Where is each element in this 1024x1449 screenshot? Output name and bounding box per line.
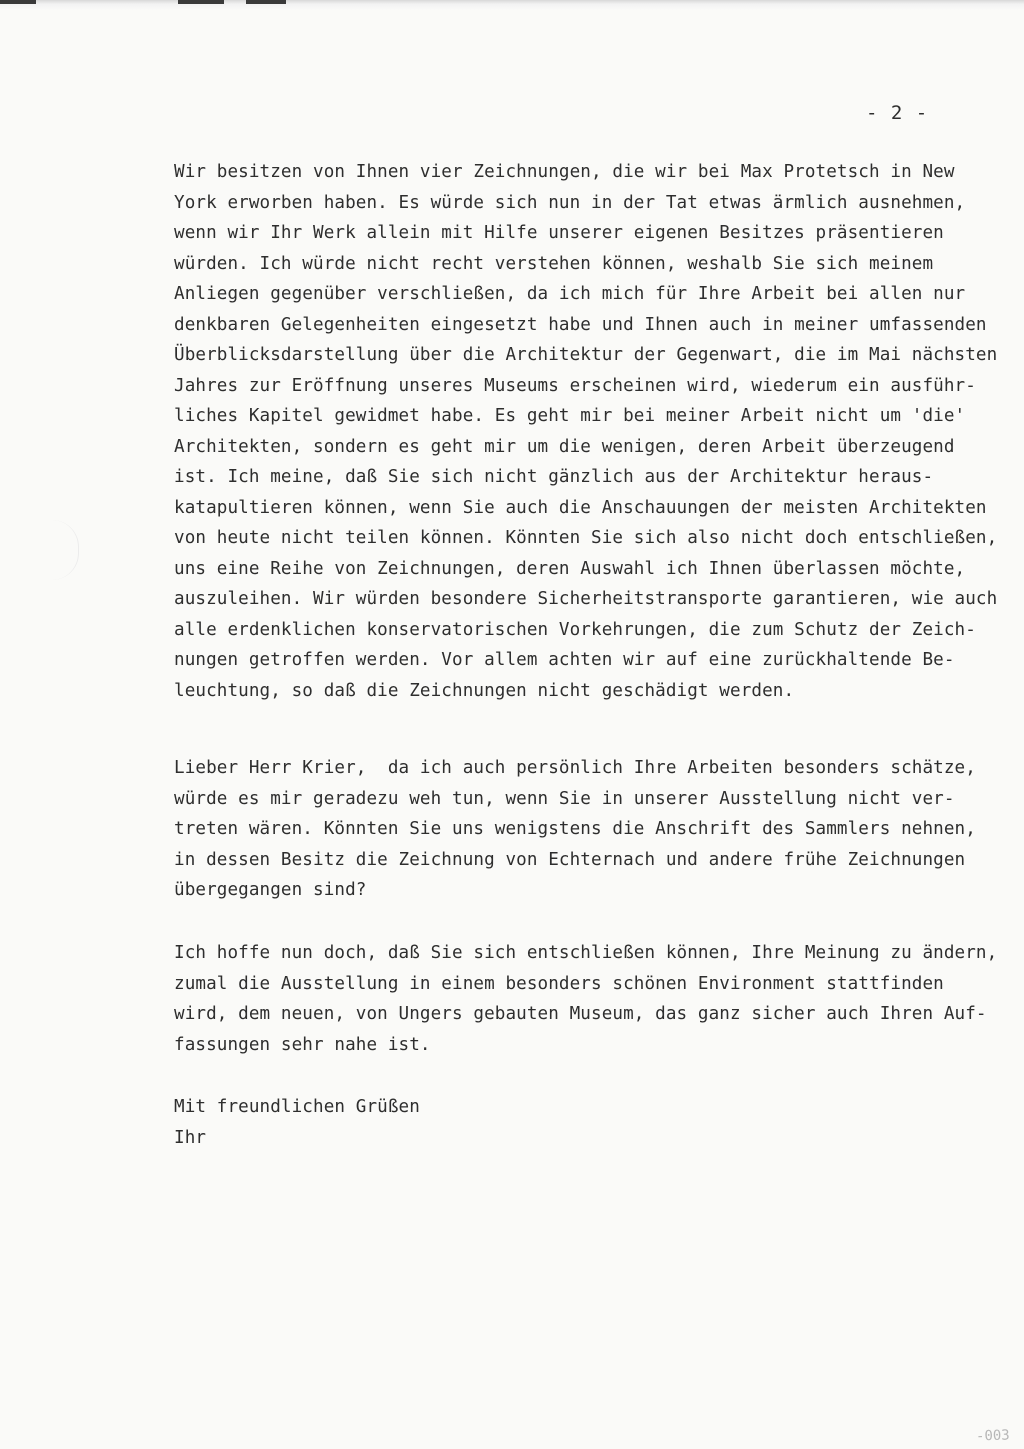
text-line: Jahres zur Eröffnung unseres Museums erscheinen wird, wiederum ein ausführ- — [174, 375, 976, 396]
top-edge-mark — [0, 0, 36, 4]
text-line: katapultieren können, wenn Sie auch die Anschauungen der meisten Architekten — [174, 497, 987, 518]
text-line: würden. Ich würde nicht recht verstehen können, weshalb Sie sich meinem — [174, 253, 934, 274]
text-line: auszuleihen. Wir würden besondere Sicherheitstransporte garantieren, wie auch — [174, 589, 998, 609]
text-line: in dessen Besitz die Zeichnung von Echternach und andere frühe Zeichnungen — [174, 849, 966, 870]
page-number: - 2 - — [866, 102, 929, 124]
text-line: von heute nicht teilen können. Könnten Sie sich also nicht doch entschließen, — [174, 528, 998, 548]
punch-hole-shadow — [52, 520, 79, 580]
text-line: treten wären. Könnten Sie uns wenigstens die Anschrift des Sammlers nehnen, — [174, 819, 976, 839]
archive-number: -003 — [975, 1427, 1010, 1445]
closing-salutation: Mit freundlichen Grüßen — [174, 1097, 420, 1117]
text-line: fassungen sehr nahe ist. — [174, 1034, 431, 1055]
text-line: Architekten, sondern es geht mir um die wenigen, deren Arbeit überzeugend — [174, 436, 955, 457]
text-line: York erworben haben. Es würde sich nun in der Tat etwas ärmlich ausnehmen, — [174, 192, 966, 213]
text-line: uns eine Reihe von Zeichnungen, deren Auswahl ich Ihnen überlassen möchte, — [174, 558, 966, 579]
text-line: zumal die Ausstellung in einem besonders schönen Environment stattfinden — [174, 973, 944, 994]
text-line: alle erdenklichen konservatorischen Vorkehrungen, die zum Schutz der Zeich- — [174, 619, 976, 640]
page-top-edge — [0, 0, 1024, 10]
text-line: ist. Ich meine, daß Sie sich nicht gänzlich aus der Architektur heraus- — [174, 467, 934, 487]
text-line: Lieber Herr Krier, da ich auch persönlich Ihre Arbeiten besonders schätze, — [174, 758, 976, 778]
text-line: liches Kapitel gewidmet habe. Es geht mir bei meiner Arbeit nicht um 'die' — [174, 406, 966, 426]
text-line: nungen getroffen werden. Vor allem achten wir auf eine zurückhaltende Be- — [174, 650, 955, 670]
signature-block — [174, 1092, 420, 1153]
paragraph-personal-appeal — [174, 753, 976, 906]
text-line: wird, dem neuen, von Ungers gebauten Museum, das ganz sicher auch Ihren Auf- — [174, 1004, 987, 1024]
text-line: Wir besitzen von Ihnen vier Zeichnungen, die wir bei Max Protetsch in New — [174, 162, 955, 182]
text-line: Überblicksdarstellung über die Architektur der Gegenwart, die im Mai nächsten — [174, 345, 998, 365]
text-line: wenn wir Ihr Werk allein mit Hilfe unserer eigenen Besitzes präsentieren — [174, 223, 944, 243]
paragraph-request-drawings — [174, 157, 997, 706]
closing-signoff: Ihr — [174, 1127, 207, 1148]
text-line: denkbaren Gelegenheiten eingesetzt habe und Ihnen auch in meiner umfassenden — [174, 314, 987, 335]
text-line: würde es mir geradezu weh tun, wenn Sie in unserer Ausstellung nicht ver- — [174, 788, 955, 809]
text-line: leuchtung, so daß die Zeichnungen nicht geschädigt werden. — [174, 680, 795, 701]
text-line: Ich hoffe nun doch, daß Sie sich entschließen können, Ihre Meinung zu ändern, — [174, 943, 998, 963]
paragraph-closing-hope — [174, 938, 997, 1060]
text-line: Anliegen gegenüber verschließen, da ich mich für Ihre Arbeit bei allen nur — [174, 284, 966, 304]
top-edge-mark — [178, 0, 224, 4]
text-line: übergegangen sind? — [174, 880, 367, 900]
top-edge-mark — [246, 0, 286, 4]
